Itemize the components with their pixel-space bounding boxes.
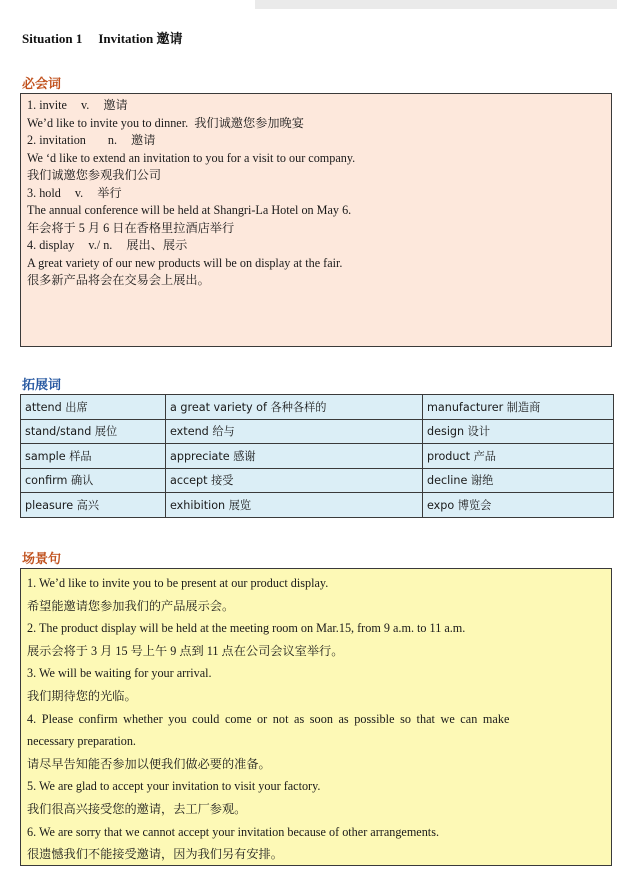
scene-sentence-en: 1. We’d like to invite you to be present at our product display. xyxy=(27,576,329,590)
must-word-pos: v./ n. xyxy=(88,238,113,253)
table-row xyxy=(21,493,614,518)
example-en: We’d like to invite you to dinner. xyxy=(27,115,189,130)
table-cell: appreciate 感谢 xyxy=(166,444,423,469)
table-cell: attend 出席 xyxy=(21,395,166,420)
example-en: We ‘d like to extend an invitation to you for a visit to our company. xyxy=(27,150,356,165)
must-words-title: 必会词 xyxy=(22,77,62,92)
scene-sentence-en: 4. Please confirm whether you could come or not as soon as possible so that we can make xyxy=(27,711,510,726)
scene-sentence-en-continued: necessary preparation. xyxy=(27,734,136,749)
must-word: 3. hold xyxy=(27,185,61,200)
scene-sentence-zh: 我们很高兴接受您的邀请，去工厂参观。 xyxy=(27,801,247,816)
table-cell: product 产品 xyxy=(423,444,614,469)
table-cell: confirm 确认 xyxy=(21,468,166,493)
must-word-example-zh xyxy=(27,220,605,238)
situation-label: Situation 1 xyxy=(22,31,83,46)
must-word-entry xyxy=(27,237,605,255)
must-word-meaning: 邀请 xyxy=(103,98,128,112)
situation-heading xyxy=(22,28,182,47)
must-word-entry xyxy=(27,97,605,115)
example-zh: 年会将于 5 月 6 日在香格里拉酒店举行 xyxy=(27,220,235,235)
must-word-pos: v. xyxy=(74,185,84,200)
scene-sentence-zh: 请尽早告知能否参加以便我们做必要的准备。 xyxy=(27,756,271,771)
must-word-example-zh xyxy=(27,167,605,185)
example-zh: 我们诚邀您参观我们公司 xyxy=(27,168,162,183)
extension-words-table xyxy=(20,394,614,518)
scene-sentence-zh: 展示会将于 3 月 15 号上午 9 点到 11 点在公司会议室举行。 xyxy=(27,643,344,658)
table-cell: design 设计 xyxy=(423,419,614,444)
example-en: A great variety of our new products will be on display at the fair. xyxy=(27,255,343,270)
must-word-example xyxy=(27,255,605,273)
table-row xyxy=(21,468,614,493)
table-row xyxy=(21,395,614,420)
table-cell: expo 博览会 xyxy=(423,493,614,518)
must-word-example xyxy=(27,115,605,133)
scene-sentence-en: 6. We are sorry that we cannot accept your invitation because of other arrangements. xyxy=(27,824,439,839)
scene-sentences-box xyxy=(20,568,612,866)
table-cell: decline 谢绝 xyxy=(423,468,614,493)
table-cell: manufacturer 制造商 xyxy=(423,395,614,420)
extension-words-title: 拓展词 xyxy=(22,378,62,393)
scene-sentences-title: 场景句 xyxy=(22,552,62,567)
scene-sentence-zh: 我们期待您的光临。 xyxy=(27,688,137,703)
must-word-pos: v. xyxy=(80,98,90,112)
table-row xyxy=(21,419,614,444)
scene-sentence-en: 2. The product display will be held at the meeting room on Mar.15, from 9 a.m. to 11 a.m. xyxy=(27,621,466,636)
table-cell: a great variety of 各种各样的 xyxy=(166,395,423,420)
table-cell: accept 接受 xyxy=(166,468,423,493)
example-zh: 很多新产品将会在交易会上展出。 xyxy=(27,273,210,288)
must-words-box xyxy=(20,93,612,347)
table-row xyxy=(21,444,614,469)
table-cell: stand/stand 展位 xyxy=(21,419,166,444)
situation-title: Invitation 邀请 xyxy=(98,31,183,46)
must-word-example-zh xyxy=(27,272,605,290)
must-word-pos: n. xyxy=(107,133,118,148)
must-word-entry xyxy=(27,185,605,203)
must-word-example xyxy=(27,150,605,168)
table-cell: sample 样品 xyxy=(21,444,166,469)
must-word-meaning: 邀请 xyxy=(131,133,156,148)
scene-sentence-zh: 很遗憾我们不能接受邀请，因为我们另有安排。 xyxy=(27,847,283,862)
must-word-example xyxy=(27,202,605,220)
top-scroll-band xyxy=(255,0,617,9)
must-word-entry xyxy=(27,132,605,150)
must-word-meaning: 举行 xyxy=(97,185,122,200)
table-cell: extend 给与 xyxy=(166,419,423,444)
scene-sentence-zh: 希望能邀请您参加我们的产品展示会。 xyxy=(27,598,235,613)
table-cell: exhibition 展览 xyxy=(166,493,423,518)
must-word-meaning: 展出、展示 xyxy=(126,238,188,253)
table-cell: pleasure 高兴 xyxy=(21,493,166,518)
must-word: 1. invite xyxy=(27,98,67,112)
must-word: 2. invitation xyxy=(27,133,86,148)
example-zh: 我们诚邀您参加晚宴 xyxy=(194,115,304,130)
scene-sentence-en: 3. We will be waiting for your arrival. xyxy=(27,666,212,681)
must-word: 4. display xyxy=(27,238,75,253)
example-en: The annual conference will be held at Shangri-La Hotel on May 6. xyxy=(27,203,352,218)
scene-sentence-en: 5. We are glad to accept your invitation to visit your factory. xyxy=(27,779,321,794)
